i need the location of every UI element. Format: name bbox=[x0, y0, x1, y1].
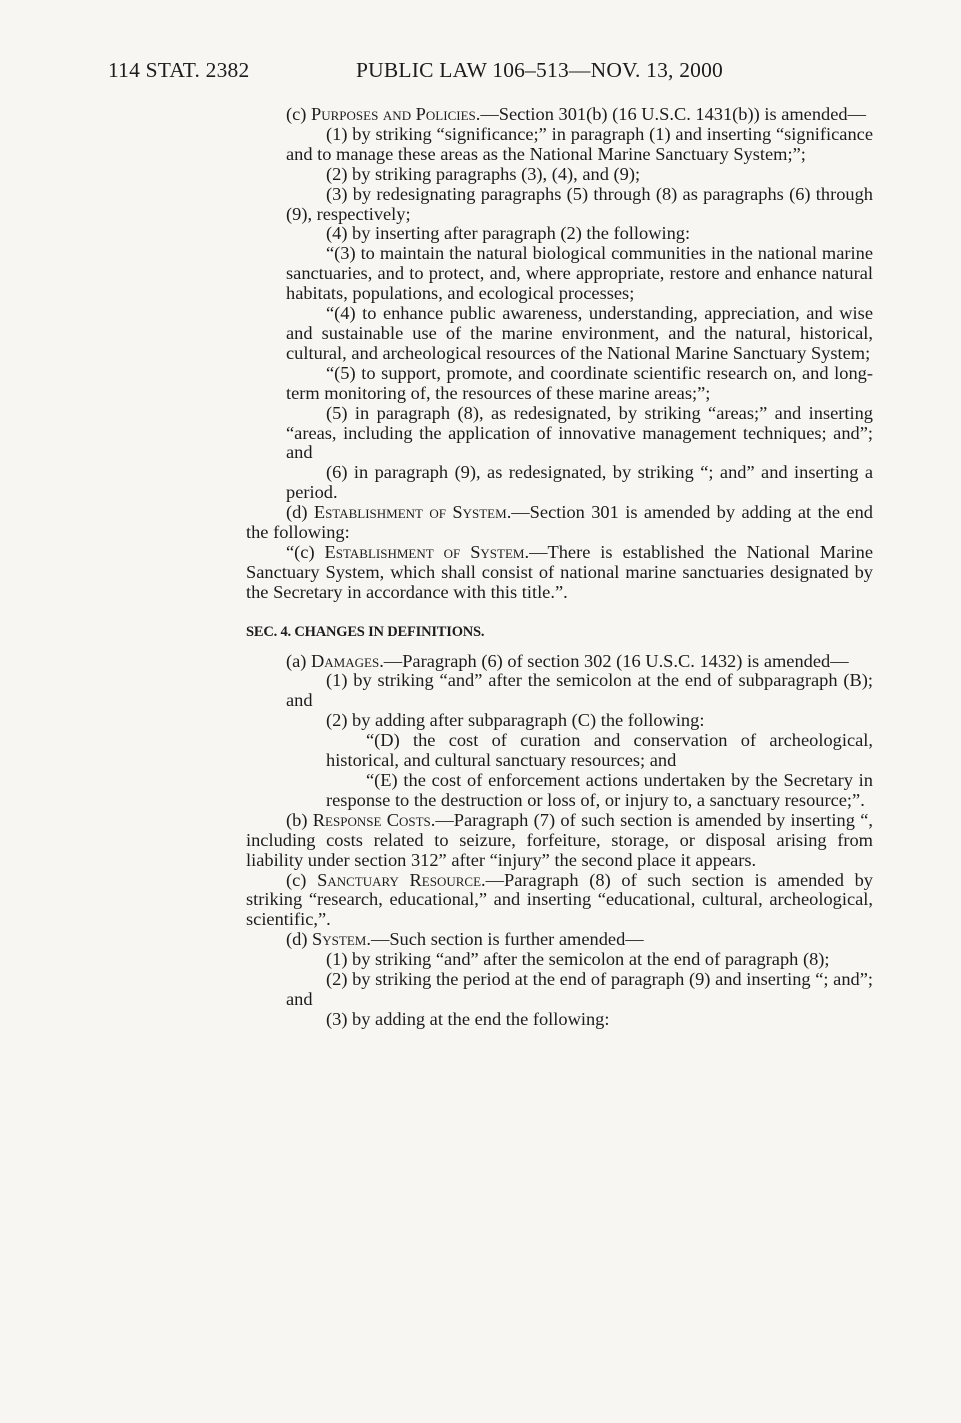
subsection-d-establishment: (d) Establishment of System.—Section 301 is amended by adding at the end the following: bbox=[246, 502, 873, 543]
damages-paragraph-2: (2) by adding after subparagraph (C) the following: bbox=[326, 710, 705, 731]
damages-paragraph-1: (1) by striking “and” after the semicolon at the end of subparagraph (B); and bbox=[286, 670, 873, 711]
system-paragraph-2: (2) by striking the period at the end of paragraph (9) and inserting “; and”; and bbox=[286, 969, 873, 1009]
paragraph-3: (3) by redesignating paragraphs (5) through (8) as paragraphs (6) through (9), respectively; bbox=[286, 183, 873, 224]
stat-page-number: 114 STAT. 2382 bbox=[108, 58, 250, 82]
paragraph-4: (4) by inserting after paragraph (2) the following: bbox=[326, 223, 691, 244]
document-body bbox=[246, 105, 873, 1030]
subsection-c-sanctuary-resource: (c) Sanctuary Resource.—Paragraph (8) of such section is amended by striking “research, educational,” and inserting “educational, cultural, archeological, scientific,”. bbox=[246, 869, 873, 930]
section-heading: SEC. 4. CHANGES IN DEFINITIONS. bbox=[246, 623, 485, 640]
paragraph-6: (6) in paragraph (9), as redesignated, by striking “; and” and inserting a period. bbox=[286, 462, 873, 503]
subsection-heading: Damages bbox=[311, 650, 380, 671]
quoted-paragraph-4: “(4) to enhance public awareness, understanding, appreciation, and wise and sustainable use of the marine environment, and the natural, historical, cultural, and archeological resources of the National Marine Sanctuary System; bbox=[286, 303, 873, 363]
quoted-paragraph-5: “(5) to support, promote, and coordinate scientific research on, and long-term monitoring of, the resources of these marine areas;”; bbox=[286, 362, 873, 403]
paragraph-1: (1) by striking “significance;” in paragraph (1) and inserting “significance and to manage these areas as the National Marine Sanctuary System;”; bbox=[286, 123, 873, 164]
subsection-a-damages: (a) Damages.—Paragraph (6) of section 302 (16 U.S.C. 1432) is amended— bbox=[286, 650, 849, 671]
subsection-heading: Establishment of System bbox=[324, 541, 525, 562]
system-paragraph-1: (1) by striking “and” after the semicolon at the end of paragraph (8); bbox=[326, 949, 830, 970]
system-paragraph-3: (3) by adding at the end the following: bbox=[326, 1008, 610, 1029]
quoted-paragraph-3: “(3) to maintain the natural biological communities in the national marine sanctuaries, and to protect, and, where appropriate, restore and enhance natural habitats, populations, and ecological processes; bbox=[286, 243, 873, 304]
quoted-subsection-c: “(c) Establishment of System.—There is established the National Marine Sanctuary System, which shall consist of national marine sanctuaries designated by the Secretary in accordance with this title.”. bbox=[246, 541, 873, 602]
subsection-heading: Purposes and Policies bbox=[311, 104, 476, 124]
subsection-d-system: (d) System.—Such section is further amended— bbox=[286, 929, 644, 950]
subsection-heading: Response Costs bbox=[312, 809, 431, 830]
subsection-b-response-costs: (b) Response Costs.—Paragraph (7) of such section is amended by inserting “, including costs related to seizure, forfeiture, storage, or disposal arising from liability under section 312” after “injury” the second place it appears. bbox=[246, 809, 873, 870]
quoted-subparagraph-d: “(D) the cost of curation and conservation of archeological, historical, and cultural sanctuary resources; and bbox=[326, 730, 873, 771]
subsection-heading: System bbox=[312, 929, 367, 950]
public-law-title: PUBLIC LAW 106–513—NOV. 13, 2000 bbox=[356, 58, 724, 82]
subsection-heading: Sanctuary Resource bbox=[317, 869, 482, 890]
paragraph-2: (2) by striking paragraphs (3), (4), and (9); bbox=[326, 163, 641, 184]
subsection-heading: Establishment of System bbox=[313, 502, 507, 523]
subsection-c-purposes: (c) Purposes and Policies.—Section 301(b) (16 U.S.C. 1431(b)) is amended— bbox=[286, 104, 866, 124]
paragraph-5: (5) in paragraph (8), as redesignated, by striking “areas;” and inserting “areas, including the application of innovative management techniques; and”; and bbox=[286, 402, 873, 463]
quoted-subparagraph-e: “(E) the cost of enforcement actions undertaken by the Secretary in response to the destruction or loss of, or injury to, a sanctuary resource;”. bbox=[326, 770, 873, 810]
